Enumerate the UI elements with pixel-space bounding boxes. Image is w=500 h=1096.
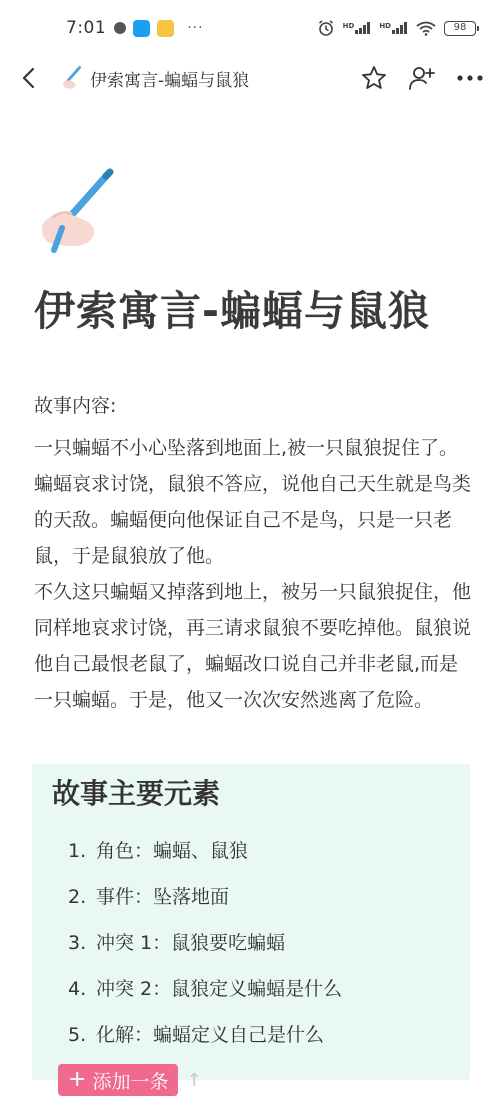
up-arrow-icon[interactable]: ↑ [186, 1069, 202, 1091]
list-item[interactable]: 2. 事件：坠落地面 [68, 886, 230, 908]
document-title[interactable]: 伊索寓言-蝙蝠与鼠狼 [34, 287, 431, 335]
story-elements-list [52, 828, 470, 1058]
story-content-label: 故事内容: [34, 395, 117, 417]
wifi-icon [416, 21, 436, 36]
story-elements-card [32, 764, 470, 1093]
list-item[interactable]: 4. 冲突 2：鼠狼定义蝙蝠是什么 [68, 978, 343, 1000]
battery-icon: 98 [444, 21, 476, 36]
more-icon [457, 75, 483, 81]
document-emoji-icon[interactable] [34, 168, 118, 252]
add-item-button[interactable] [58, 1064, 178, 1096]
status-time: 7:01 [66, 18, 107, 38]
notification-icons [114, 20, 203, 37]
add-item-label: 添加一条 [92, 1070, 169, 1093]
back-arrow-icon [21, 67, 35, 89]
list-item[interactable]: 3. 冲突 1：鼠狼要吃蝙蝠 [68, 932, 286, 954]
app-notification-icon-2 [157, 20, 174, 37]
more-notifications-icon: ··· [187, 20, 204, 36]
document-body[interactable] [34, 388, 474, 718]
more-button[interactable] [456, 64, 484, 92]
app-notification-icon [133, 20, 150, 37]
story-paragraph-1: 一只蝙蝠不小心坠落到地面上,被一只鼠狼捉住了。蝙蝠哀求讨饶，鼠狼不答应，说他自己天生就是鸟类的天敌。蝙蝠便向他保证自己不是鸟，只是一只老鼠，于是鼠狼放了他。 [34, 437, 472, 567]
status-right [317, 19, 476, 37]
status-bar [0, 0, 500, 56]
card-title: 故事主要元素 [52, 777, 221, 810]
list-item[interactable]: 5. 化解：蝙蝠定义自己是什么 [68, 1024, 325, 1046]
star-icon [361, 65, 387, 91]
nav-actions [360, 64, 484, 92]
notification-dot-icon [114, 22, 126, 34]
writing-hand-icon [34, 168, 118, 252]
signal-icon-1: HD [343, 22, 372, 34]
add-item-row [58, 1064, 470, 1096]
signal-icon-2: HD [379, 22, 408, 34]
plus-icon: + [68, 1067, 87, 1092]
story-paragraph-2: 不久这只蝙蝠又掉落到地上，被另一只鼠狼捉住，他同样地哀求讨饶，再三请求鼠狼不要吃掉他。鼠狼说他自己最恨老鼠了，蝙蝠改口说自己并非老鼠,而是一只蝙蝠。于是，他又一次次安然逃离了危险。 [34, 581, 472, 711]
add-collaborator-button[interactable] [408, 64, 436, 92]
list-item[interactable]: 1. 角色：蝙蝠、鼠狼 [68, 840, 249, 862]
favorite-button[interactable] [360, 64, 388, 92]
add-person-icon [408, 65, 436, 91]
alarm-icon [317, 19, 335, 37]
nav-title: 伊索寓言-蝙蝠与鼠狼 [90, 70, 250, 91]
nav-bar [0, 56, 500, 100]
back-button[interactable] [16, 62, 40, 94]
writing-hand-icon [58, 65, 84, 91]
nav-title-group [58, 65, 249, 91]
